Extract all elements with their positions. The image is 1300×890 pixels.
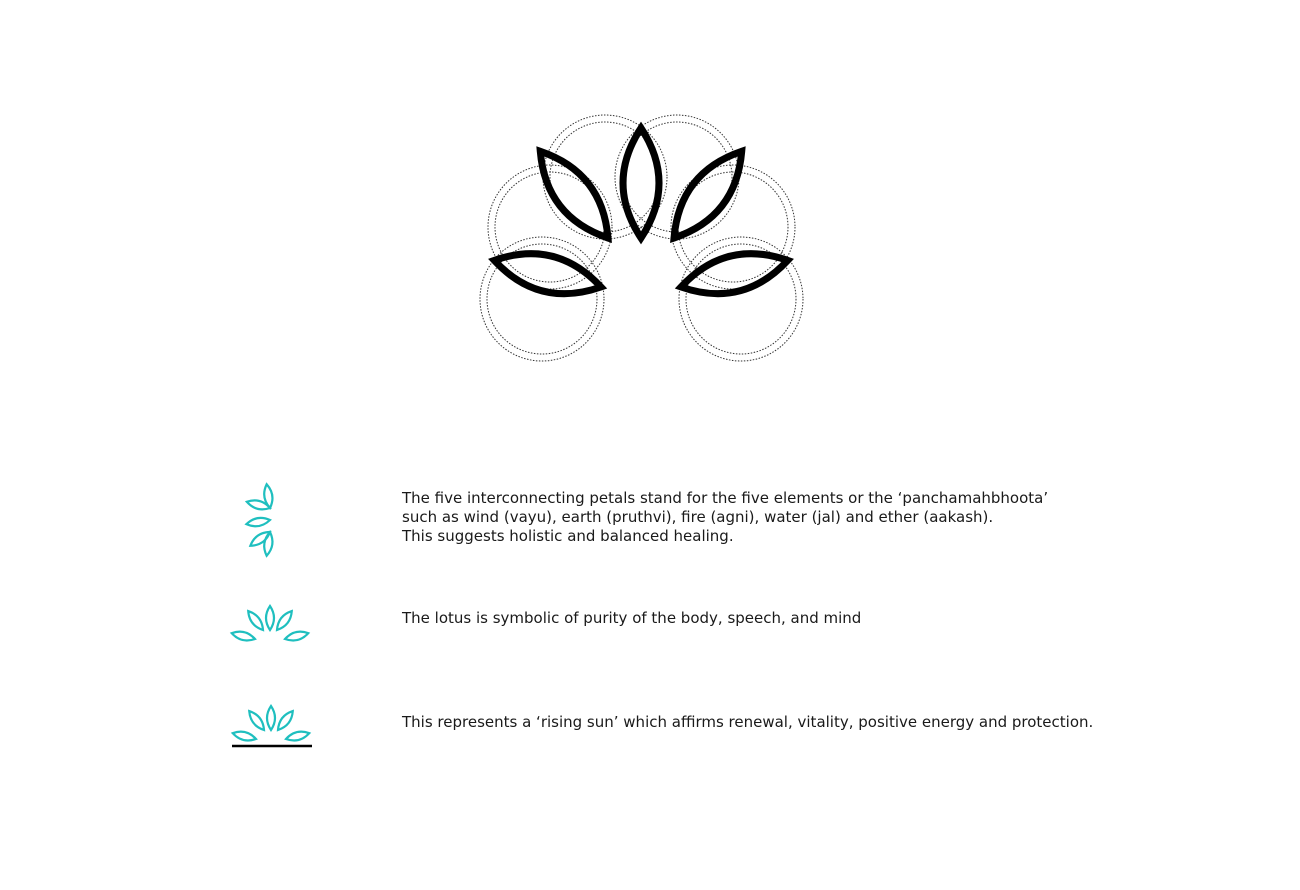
rising-sun-description [402, 713, 1093, 732]
petal-inner-left [526, 140, 622, 249]
description-line: such as wind (vayu), earth (pruthvi), fire (agni), water (jal) and ether (aakash). [402, 508, 994, 526]
petal-stems [601, 287, 681, 289]
lotus-construction-diagram [470, 100, 820, 375]
lotus-description [402, 609, 861, 628]
petal-inner-right [660, 140, 756, 249]
description-line: The five interconnecting petals stand for the five elements or the ‘panchamahbhoota’ [402, 489, 1049, 507]
vertical-petals-icon [234, 476, 294, 566]
description-line: This represents a ‘rising sun’ which affirms renewal, vitality, positive energy and protection. [402, 713, 1094, 731]
petals-description [402, 489, 1048, 546]
bold-petals [490, 128, 792, 304]
petal-outer-left [490, 243, 605, 305]
petal-outer-right [677, 243, 792, 305]
petal-center [623, 128, 659, 238]
description-line: This suggests holistic and balanced healing. [402, 527, 734, 545]
rising-sun-lotus-icon [224, 694, 318, 754]
description-line: The lotus is symbolic of purity of the body, speech, and mind [402, 609, 862, 627]
lotus-icon [224, 594, 316, 646]
